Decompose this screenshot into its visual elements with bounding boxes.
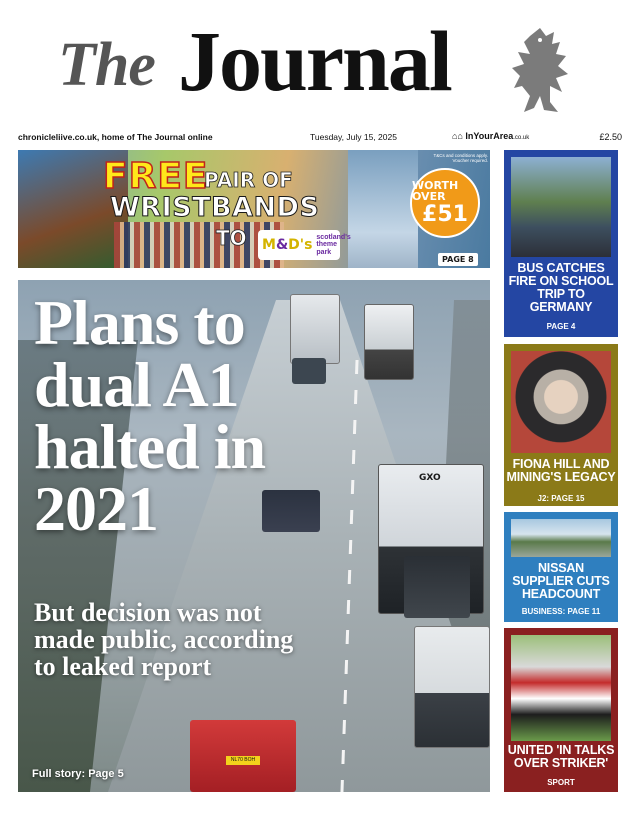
main-story [18,280,490,792]
inyourarea-logo [452,131,529,141]
main-headline: Plans to dual A1 halted in 2021 [34,287,266,545]
full-story-ref: Full story: Page 5 [32,768,124,780]
website-text: chronicleliive.co.uk, home of The Journal online [18,132,213,142]
number-plate: NL70 BOH [226,756,260,765]
portrait-photo [511,351,611,453]
lion-rampant-icon [510,26,582,118]
home-icon: ⌂⌂ [452,131,463,141]
gxo-logo: GXO [419,473,441,483]
sidebar-page-ref: SPORT [547,778,575,787]
bus-photo [511,157,611,257]
promo-banner [18,150,490,268]
worth-amount: £51 [422,202,468,227]
sidebar-story-bus-fire [504,150,618,337]
main-subheadline: But decision was not made public, according to leaked report [34,598,294,681]
promo-to: TO [216,226,247,250]
water-ride-photo [348,150,418,268]
sidebar-story-fiona-hill [504,344,618,506]
promo-page-ref: PAGE 8 [438,253,478,266]
sidebar-page-ref: J2: PAGE 15 [537,494,585,503]
issue-date: Tuesday, July 15, 2025 [310,132,397,142]
van [414,626,490,748]
cover-price: £2.50 [599,132,622,142]
promo-wristbands: WRISTBANDS [110,192,320,223]
sidebar-page-ref: PAGE 4 [546,322,576,331]
sidebar-page-ref: BUSINESS: PAGE 11 [521,607,601,616]
promo-small-print: T&Cs and conditions apply. Voucher required. [433,153,488,164]
sidebar-headline: BUS CATCHES FIRE ON SCHOOL TRIP TO GERMANY [508,261,614,315]
md-park-text: scotland's theme park [316,233,351,256]
sidebar-headline: NISSAN SUPPLIER CUTS HEADCOUNT [512,561,610,602]
worth-badge [410,168,480,238]
worth-text: WORTH OVER [412,179,459,203]
promo-pair-of: PAIR OF [204,168,293,192]
masthead-journal: Journal [178,13,451,109]
factory-photo [511,519,611,557]
sidebar-story-united [504,628,618,792]
masthead [0,0,640,128]
sidebar-story-nissan [504,512,618,622]
lorry [364,304,414,380]
footballer-photo [511,635,611,741]
inyourarea-domain: .co.uk [513,135,530,141]
md-logo-text: M&D's [262,237,313,253]
sidebar-headline: UNITED 'IN TALKS OVER STRIKER' [507,743,615,771]
masthead-the: The [58,31,155,99]
red-car [190,720,296,792]
sidebar-headline: FIONA HILL AND MINING'S LEGACY [506,457,616,485]
promo-free: FREE [103,156,209,197]
info-bar [18,132,622,146]
inyourarea-text: InYourArea [465,131,514,141]
car [404,556,470,618]
md-theme-park-logo [258,230,351,260]
